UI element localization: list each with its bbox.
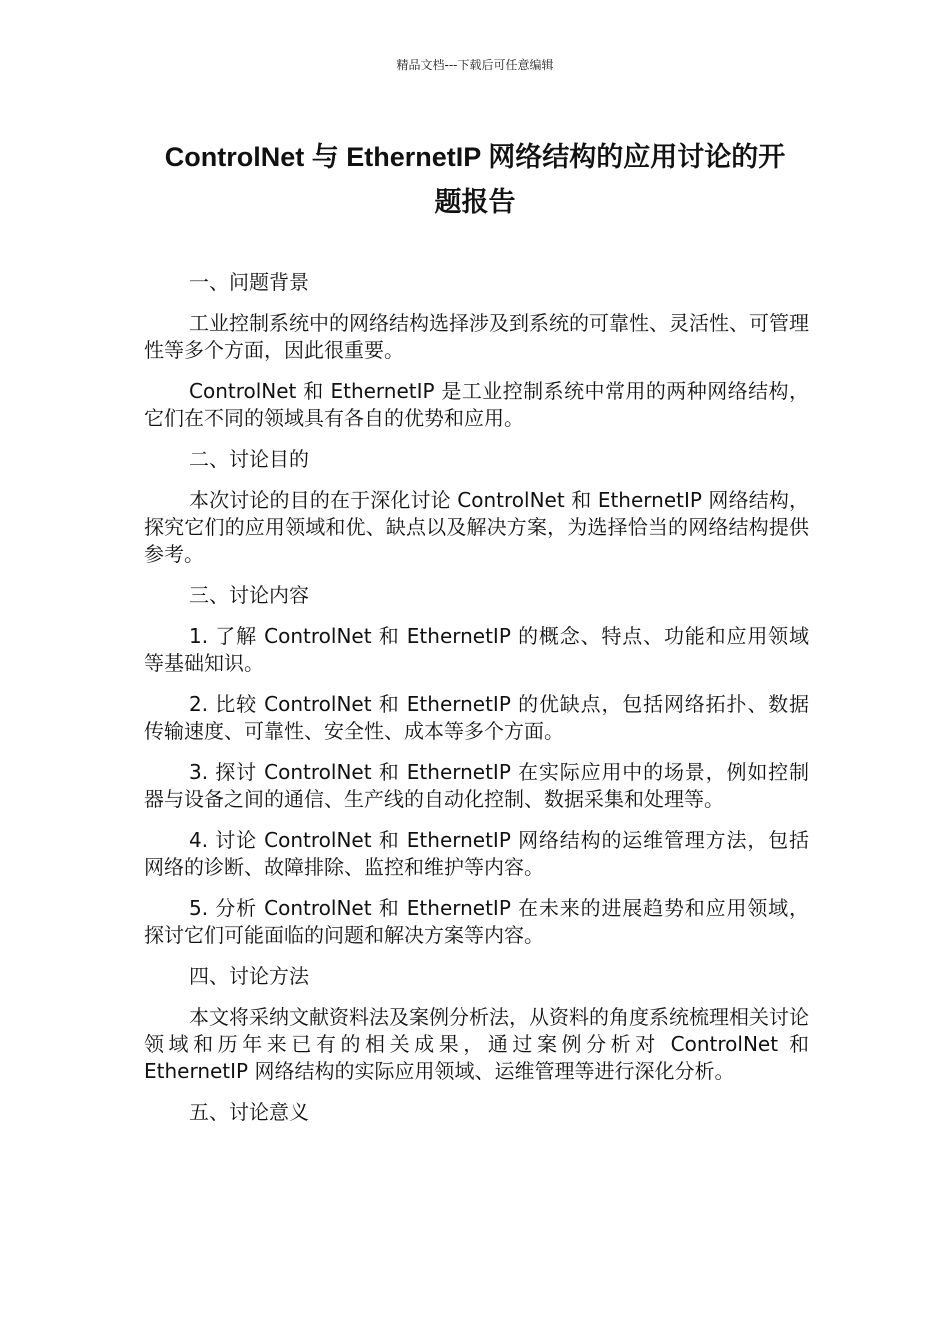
list-item: 1. 了解 ControlNet 和 EthernetIP 的概念、特点、功能和应用领域等基础知识。 (144, 624, 809, 675)
document-title-line-2: 题报告 (434, 187, 516, 217)
paragraph: 本次讨论的目的在于深化讨论 ControlNet 和 EthernetIP 网络结构，探究它们的应用领域和优、缺点以及解决方案，为选择恰当的网络结构提供参考。 (144, 488, 809, 566)
section-heading-background: 一、问题背景 (189, 270, 309, 294)
document-title (140, 135, 810, 225)
section-heading-content: 三、讨论内容 (189, 583, 309, 607)
document-body (144, 269, 809, 1140)
section-heading-method: 四、讨论方法 (189, 964, 309, 988)
paragraph: 本文将采纳文献资料法及案例分析法，从资料的角度系统梳理相关讨论领域和历年来已有的相关成果，通过案例分析对 ControlNet 和 EthernetIP 网络结构的实际应用领域、运维管理等进行深化分析。 (144, 1005, 809, 1083)
list-item: 5. 分析 ControlNet 和 EthernetIP 在未来的进展趋势和应用领域，探讨它们可能面临的问题和解决方案等内容。 (144, 896, 809, 947)
section-heading-purpose: 二、讨论目的 (189, 447, 309, 471)
document-title-line-1: ControlNet 与 EthernetIP 网络结构的应用讨论的开 (164, 142, 786, 172)
section-heading-significance: 五、讨论意义 (189, 1100, 309, 1124)
paragraph: 工业控制系统中的网络结构选择涉及到系统的可靠性、灵活性、可管理性等多个方面，因此很重要。 (144, 311, 809, 362)
list-item: 3. 探讨 ControlNet 和 EthernetIP 在实际应用中的场景，例如控制器与设备之间的通信、生产线的自动化控制、数据采集和处理等。 (144, 760, 809, 811)
paragraph: ControlNet 和 EthernetIP 是工业控制系统中常用的两种网络结构，它们在不同的领域具有各自的优势和应用。 (144, 379, 809, 430)
list-item: 4. 讨论 ControlNet 和 EthernetIP 网络结构的运维管理方法，包括网络的诊断、故障排除、监控和维护等内容。 (144, 828, 809, 879)
list-item: 2. 比较 ControlNet 和 EthernetIP 的优缺点，包括网络拓扑、数据传输速度、可靠性、安全性、成本等多个方面。 (144, 692, 809, 743)
page-header-note: 精品文档---下载后可任意编辑 (396, 58, 554, 72)
